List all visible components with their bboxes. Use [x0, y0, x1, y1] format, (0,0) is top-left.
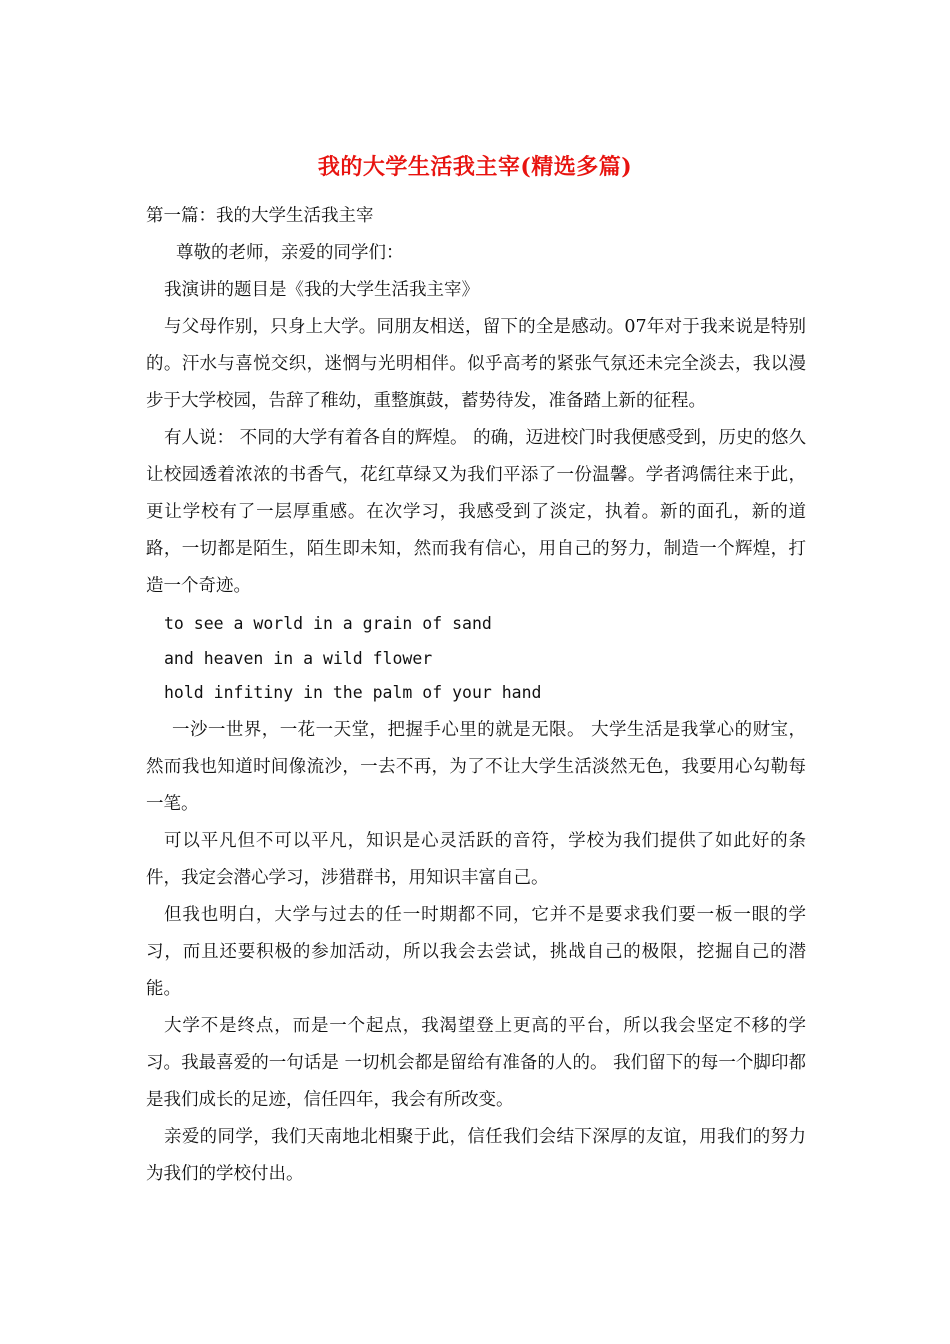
paragraph: 有人说： 不同的大学有着各自的辉煌。 的确，迈进校门时我便感受到，历史的悠久让校园透着浓浓的书香气，花红草绿又为我们平添了一份温馨。学者鸿儒往来于此，更让学校有了一层厚重感。在次学习，我感受到了淡定，执着。新的面孔，新的道路，一切都是陌生，陌生即未知，然而我有信心，用自己的努力，制造一个辉煌，打造一个奇迹。: [146, 428, 806, 596]
document-body: [146, 198, 806, 1193]
paragraph: 大学不是终点，而是一个起点，我渴望登上更高的平台，所以我会坚定不移的学习。我最喜爱的一句话是 一切机会都是留给有准备的人的。 我们留下的每一个脚印都是我们成长的足迹，信任四年，我会有所改变。: [146, 1015, 806, 1110]
paragraph: 与父母作别，只身上大学。同朋友相送，留下的全是感动。07年对于我来说是特别的。汗水与喜悦交织，迷惘与光明相伴。似乎高考的紧张气氛还未完全淡去，我以漫步于大学校园，告辞了稚幼，重整旗鼓，蓄势待发，准备踏上新的征程。: [146, 317, 806, 411]
document-title: 我的大学生活我主宰(精选多篇): [317, 154, 633, 180]
poem-line: hold infitiny in the palm of your hand: [164, 683, 542, 702]
paragraph: 但我也明白，大学与过去的任一时期都不同，它并不是要求我们要一板一眼的学习，而且还要积极的参加活动，所以我会去尝试，挑战自己的极限，挖掘自己的潜能。: [146, 904, 806, 999]
section-heading: 第一篇：我的大学生活我主宰: [146, 206, 374, 226]
paragraph: 可以平凡但不可以平凡，知识是心灵活跃的音符，学校为我们提供了如此好的条件，我定会潜心学习，涉猎群书，用知识丰富自己。: [146, 830, 806, 888]
poem-line: to see a world in a grain of sand: [164, 614, 492, 633]
topic-line: 我演讲的题目是《我的大学生活我主宰》: [164, 280, 479, 300]
poem: [146, 607, 806, 711]
paragraph: 亲爱的同学，我们天南地北相聚于此，信任我们会结下深厚的友谊，用我们的努力为我们的学校付出。: [146, 1126, 806, 1184]
paragraph: 一沙一世界，一花一天堂，把握手心里的就是无限。 大学生活是我掌心的财宝，然而我也知道时间像流沙，一去不再，为了不让大学生活淡然无色，我要用心勾勒每一笔。: [146, 719, 806, 814]
greeting: 尊敬的老师，亲爱的同学们：: [176, 243, 404, 263]
poem-line: and heaven in a wild flower: [164, 648, 433, 668]
